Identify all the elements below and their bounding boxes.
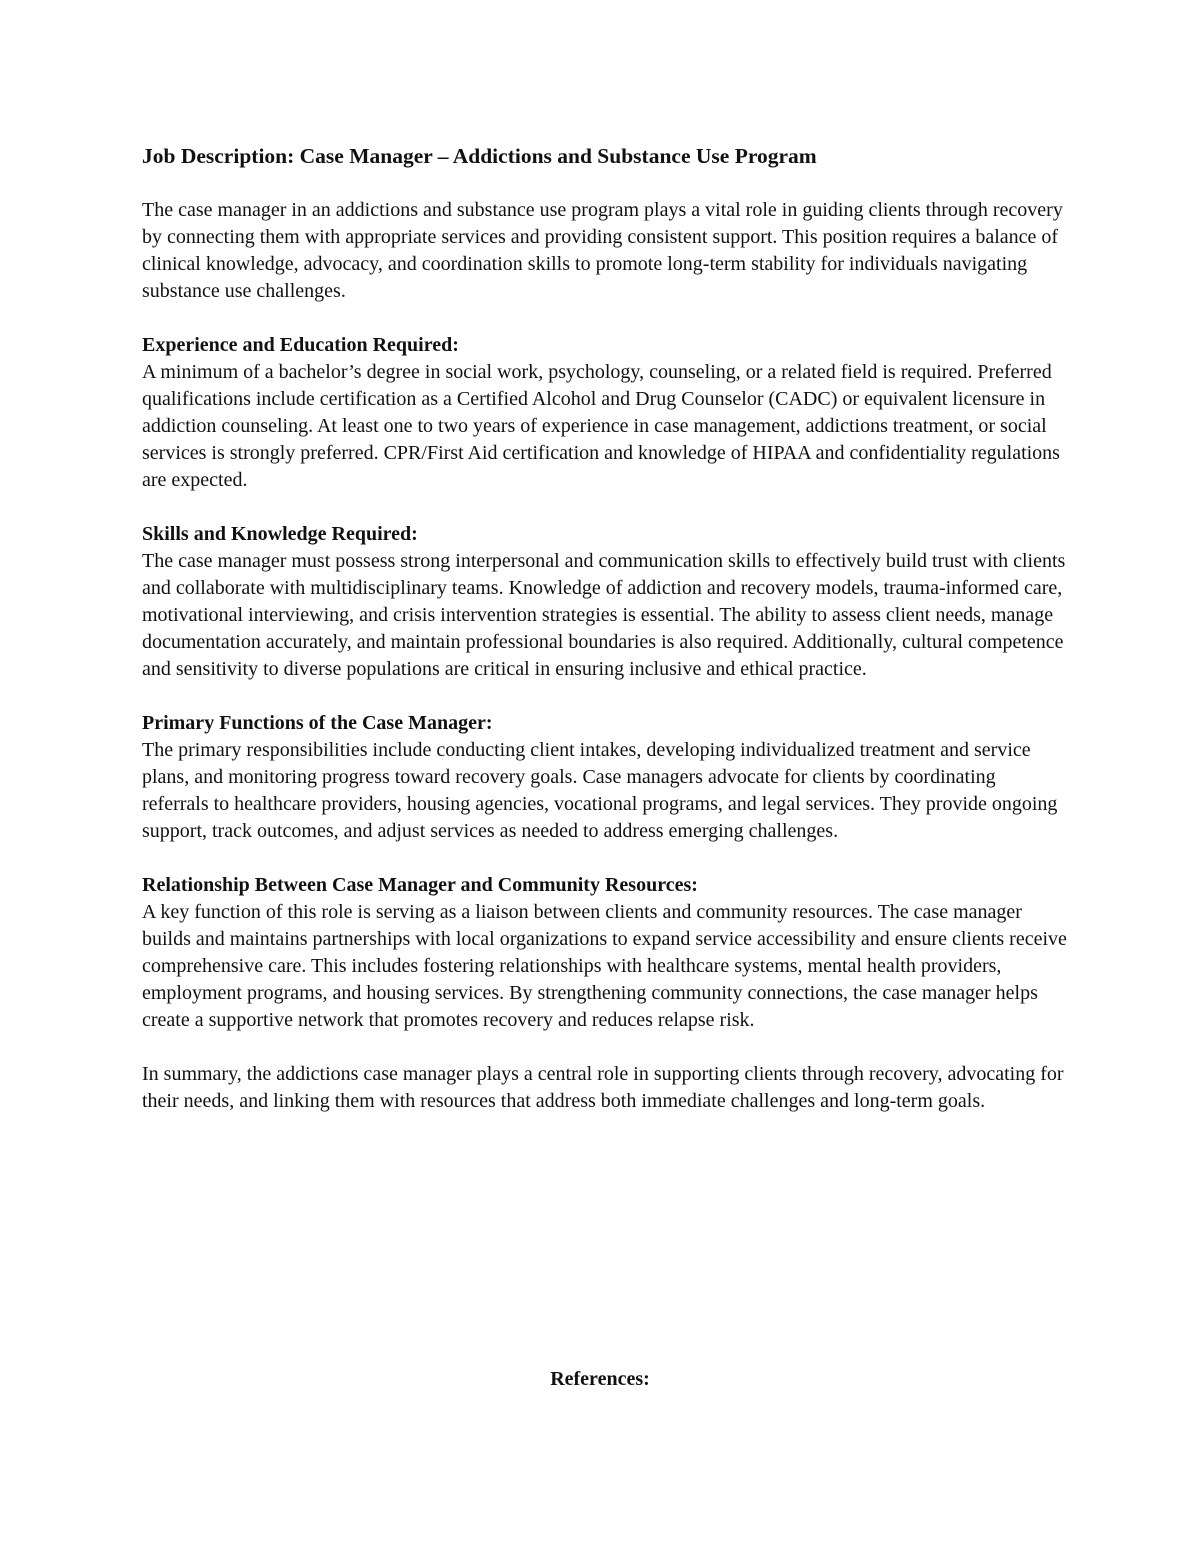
section-heading: Experience and Education Required: <box>142 334 459 356</box>
section-heading: Relationship Between Case Manager and Community Resources: <box>142 874 698 896</box>
section-experience-education <box>142 332 1067 494</box>
section-body: A minimum of a bachelor’s degree in social work, psychology, counseling, or a related field is required. Preferred qualifications include certification as a Certified Alcohol and Drug Counselor (CADC) or equivalent licensure in addiction counseling. At least one to two years of experience in case management, addictions treatment, or social services is strongly preferred. CPR/First Aid certification and knowledge of HIPAA and confidentiality regulations are expected. <box>142 361 1060 491</box>
section-body: A key function of this role is serving as a liaison between clients and community resources. The case manager builds and maintains partnerships with local organizations to expand service accessibility and ensure clients receive comprehensive care. This includes fostering relationships with healthcare systems, mental health providers, employment programs, and housing services. By strengthening community connections, the case manager helps create a supportive network that promotes recovery and reduces relapse risk. <box>142 901 1067 1031</box>
section-body: The primary responsibilities include conducting client intakes, developing individualized treatment and service plans, and monitoring progress toward recovery goals. Case managers advocate for clients by coordinating referrals to healthcare providers, housing agencies, vocational programs, and legal services. They provide ongoing support, track outcomes, and adjust services as needed to address emerging challenges. <box>142 739 1058 842</box>
document-title: Job Description: Case Manager – Addictions and Substance Use Program <box>142 144 817 168</box>
section-community-resources <box>142 872 1067 1034</box>
summary-paragraph: In summary, the addictions case manager plays a central role in supporting clients through recovery, advocating for their needs, and linking them with resources that address both immediate challenges and long-term goals. <box>142 1063 1064 1112</box>
section-body: The case manager must possess strong interpersonal and communication skills to effectively build trust with clients and collaborate with multidisciplinary teams. Knowledge of addiction and recovery models, trauma-informed care, motivational interviewing, and crisis intervention strategies is essential. The ability to assess client needs, manage documentation accurately, and maintain professional boundaries is also required. Additionally, cultural competence and sensitivity to diverse populations are critical in ensuring inclusive and ethical practice. <box>142 550 1066 680</box>
intro-paragraph: The case manager in an addictions and substance use program plays a vital role in guiding clients through recovery by connecting them with appropriate services and providing consistent support. This position requires a balance of clinical knowledge, advocacy, and coordination skills to promote long-term stability for individuals navigating substance use challenges. <box>142 199 1063 302</box>
section-heading: Primary Functions of the Case Manager: <box>142 712 493 734</box>
section-skills-knowledge <box>142 521 1067 683</box>
section-primary-functions <box>142 710 1067 845</box>
section-heading: Skills and Knowledge Required: <box>142 523 418 545</box>
document-body <box>142 143 1067 1142</box>
references-heading: References: <box>550 1368 650 1390</box>
